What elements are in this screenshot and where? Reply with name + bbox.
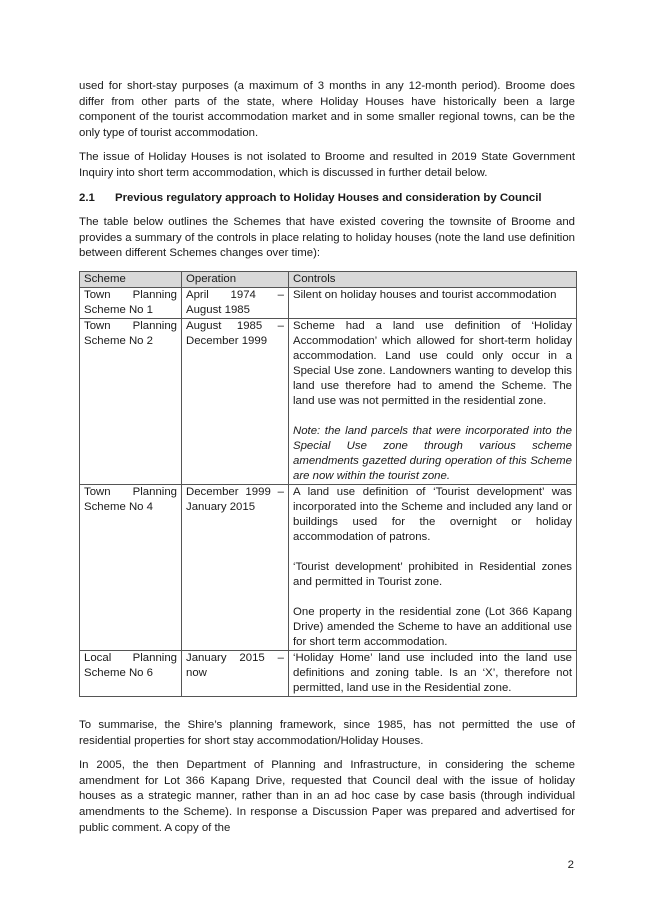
- table-header-row: [80, 271, 577, 287]
- controls-text: Scheme had a land use definition of ‘Holiday Accommodation’ which allowed for short-term holiday accommodation. Land use could only occur in a Special Use zone. Landowners wanting to develop this land use therefore had to amend the Scheme. The land use was not permitted in the residential zone.: [293, 319, 572, 407]
- header-controls: Controls: [289, 271, 577, 287]
- controls-note: Note: the land parcels that were incorporated into the Special Use zone through various scheme amendments gazetted during operation of this Scheme are now within the tourist zone.: [293, 424, 572, 482]
- operation-cell: December 1999 – January 2015: [182, 484, 289, 650]
- controls-text: One property in the residential zone (Lot 366 Kapang Drive) amended the Scheme to have an additional use for short term accommodation.: [293, 605, 572, 648]
- paragraph: In 2005, the then Department of Planning and Infrastructure, in considering the scheme amendment for Lot 366 Kapang Drive, requested that Council deal with the issue of holiday houses as a strategic manner, rather than in an ad hoc case by case basis (through individual amendments to the Scheme). In response a Discussion Paper was prepared and advertised for public comment. A copy of the: [79, 759, 575, 834]
- controls-cell: [289, 650, 577, 696]
- schemes-table: [79, 271, 577, 697]
- controls-cell: [289, 287, 577, 318]
- controls-text: ‘Tourist development’ prohibited in Residential zones and permitted in Tourist zone.: [293, 560, 572, 588]
- controls-text: A land use definition of ‘Tourist development’ was incorporated into the Scheme and included any land or buildings used for the overnight or holiday accommodation of patrons.: [293, 485, 572, 543]
- paragraph: used for short-stay purposes (a maximum of 3 months in any 12-month period). Broome does differ from other parts of the state, where Holiday Houses have historically been a large component of the tourist accommodation market and in some smaller regional towns, can be the only type of tourist accommodation.: [79, 80, 575, 139]
- document-page: [79, 79, 575, 845]
- intro-paragraph: The table below outlines the Schemes that have existed covering the townsite of Broome and provides a summary of the controls in place relating to holiday houses (note the land use definition between different Schemes changes over time):: [79, 216, 575, 260]
- paragraph: The issue of Holiday Houses is not isolated to Broome and resulted in 2019 State Government Inquiry into short term accommodation, which is discussed in further detail below.: [79, 151, 575, 179]
- scheme-cell: Town Planning Scheme No 1: [80, 287, 182, 318]
- table-row: [80, 287, 577, 318]
- scheme-cell: Town Planning Scheme No 2: [80, 318, 182, 484]
- page-number: 2: [567, 859, 574, 871]
- controls-cell: [289, 318, 577, 484]
- paragraph: To summarise, the Shire’s planning framework, since 1985, has not permitted the use of residential properties for short stay accommodation/Holiday Houses.: [79, 718, 575, 747]
- controls-text: Silent on holiday houses and tourist accommodation: [293, 288, 557, 301]
- operation-cell: April 1974 – August 1985: [182, 287, 289, 318]
- operation-cell: August 1985 – December 1999: [182, 318, 289, 484]
- header-operation: Operation: [182, 271, 289, 287]
- scheme-cell: Local Planning Scheme No 6: [80, 650, 182, 696]
- table-row: [80, 484, 577, 650]
- table-row: [80, 318, 577, 484]
- table-row: [80, 650, 577, 696]
- section-title: Previous regulatory approach to Holiday Houses and consideration by Council: [115, 191, 542, 204]
- controls-text: ‘Holiday Home’ land use included into the land use definitions and zoning table. Is an ‘X’, therefore not permitted, land use in the Residential zone.: [293, 651, 572, 694]
- scheme-cell: Town Planning Scheme No 4: [80, 484, 182, 650]
- controls-cell: [289, 484, 577, 650]
- header-scheme: Scheme: [80, 271, 182, 287]
- operation-cell: January 2015 – now: [182, 650, 289, 696]
- section-heading: [79, 191, 575, 207]
- section-number: 2.1: [79, 191, 95, 204]
